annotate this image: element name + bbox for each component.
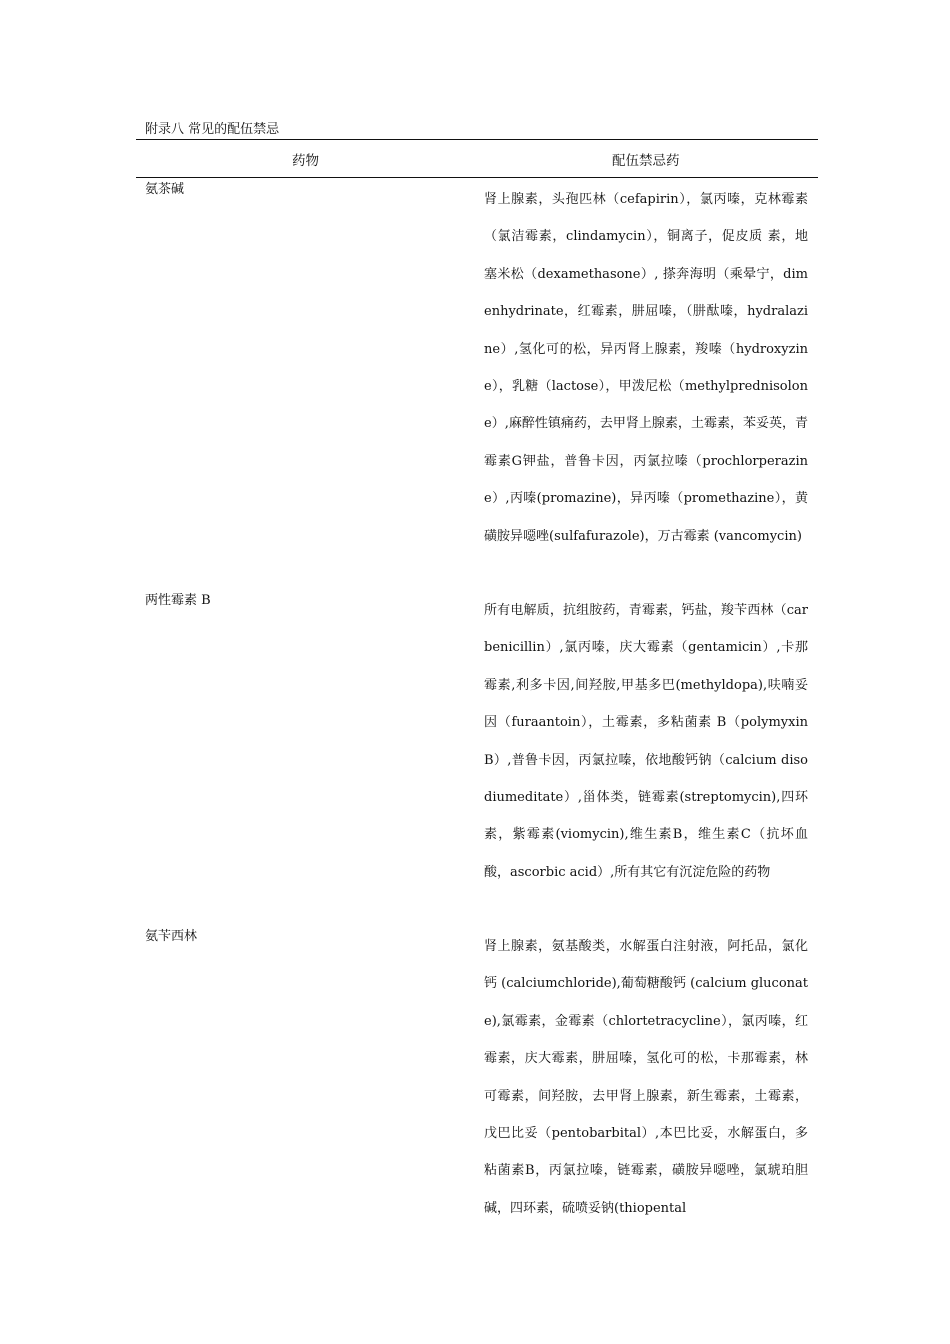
table-header-rule	[136, 177, 818, 178]
table-row-drug-name: 氨茶碱	[145, 182, 185, 197]
table-row-incompatible-drugs: 所有电解质，抗组胺药，青霉素，钙盐，羧苄西林（carbenicillin）,氯丙嗪，庆大霉素（gentamicin）,卡那霉素,利多卡因,间羟胺,甲基多巴(methyldopa),呋喃妥因（furaantoin），土霉素，多粘菌素 B（polymyxin B）,普鲁卡因，丙氯拉嗪，依地酸钙钠（calcium disodiumeditate）,甾体类，链霉素(streptomycin),四环素，紫霉素(viomycin),维生素B，维生素C（抗坏血酸，ascorbic acid）,所有其它有沉淀危险的药物	[484, 603, 808, 880]
column-header-incompatible: 配伍禁忌药	[612, 153, 680, 169]
appendix-caption: 附录八 常见的配伍禁忌	[145, 122, 280, 137]
table-top-rule	[136, 139, 818, 140]
table-row-incompatible-drugs: 肾上腺素，头孢匹林（cefapirin），氯丙嗪，克林霉素（氯洁霉素，clindamycin），铜离子，促皮质 素，地塞米松（dexamethasone）, 搽奔海明（乘晕宁，dimenhydrinate，红霉素，肼屈嗪，（肼酞嗪，hydralazine）,氢化可的松，异丙肾上腺素，羧嗪（hydroxyzine），乳糖（lactose），甲泼尼松（methylprednisolone）,麻醉性镇痛药，去甲肾上腺素，土霉素，苯妥英，青霉素G钾盐，普鲁卡因，丙氯拉嗪（prochlorperazine）,丙嗪(promazine)，异丙嗪（promethazine），黄磺胺异噁唑(sulfafurazole)，万古霉素 (vancomycin)	[484, 192, 808, 544]
column-header-drug: 药物	[292, 153, 319, 169]
table-row-drug-name: 两性霉素 B	[145, 593, 211, 608]
table-row-drug-name: 氨苄西林	[145, 929, 198, 944]
table-row-incompatible-drugs: 肾上腺素，氨基酸类，水解蛋白注射液，阿托品，氯化钙 (calciumchloride),葡萄糖酸钙 (calcium gluconate),氯霉素，金霉素（chlortetracycline），氯丙嗪，红霉素，庆大霉素，肼屈嗪，氢化可的松，卡那霉素，林可霉素，间羟胺，去甲肾上腺素，新生霉素，土霉素，戊巴比妥（pentobarbital）,本巴比妥，水解蛋白，多粘菌素B，丙氯拉嗪，链霉素，磺胺异噁唑，氯琥珀胆碱，四环素，硫喷妥钠(thiopental	[484, 939, 808, 1216]
